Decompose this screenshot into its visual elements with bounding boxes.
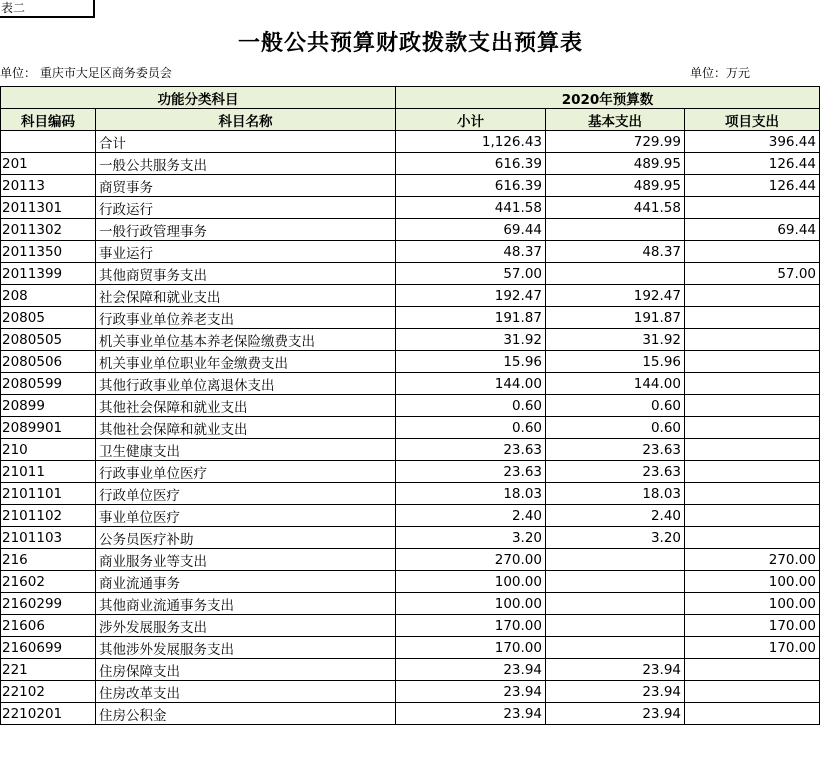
cell-code[interactable]: 201: [1, 153, 96, 175]
cell-name[interactable]: 合计: [96, 131, 396, 153]
cell-basic[interactable]: 31.92: [546, 329, 685, 351]
table-body: [1, 131, 820, 725]
cell-basic[interactable]: 729.99: [546, 131, 685, 153]
cell-basic[interactable]: 23.94: [546, 681, 685, 703]
header-project: 项目支出: [685, 109, 820, 131]
cell-project[interactable]: [685, 329, 820, 351]
cell-subtotal[interactable]: 57.00: [396, 263, 546, 285]
cell-basic[interactable]: 18.03: [546, 483, 685, 505]
cell-project[interactable]: [685, 681, 820, 703]
header-code: 科目编码: [1, 109, 96, 131]
table-row: [1, 417, 820, 439]
cell-basic[interactable]: 3.20: [546, 527, 685, 549]
cell-code[interactable]: 20805: [1, 307, 96, 329]
cell-name[interactable]: 一般行政管理事务: [96, 219, 396, 241]
header-row-columns: [1, 109, 820, 131]
cell-code[interactable]: 2101102: [1, 505, 96, 527]
cell-code[interactable]: 2011399: [1, 263, 96, 285]
header-subtotal: 小计: [396, 109, 546, 131]
header-name: 科目名称: [96, 109, 396, 131]
table-row: [1, 527, 820, 549]
table-row: [1, 285, 820, 307]
cell-subtotal[interactable]: 18.03: [396, 483, 546, 505]
cell-code[interactable]: [1, 131, 96, 153]
table-row: [1, 395, 820, 417]
table-row: [1, 241, 820, 263]
cell-basic[interactable]: [546, 263, 685, 285]
cell-subtotal[interactable]: 616.39: [396, 175, 546, 197]
cell-basic[interactable]: 0.60: [546, 417, 685, 439]
cell-subtotal[interactable]: 23.94: [396, 703, 546, 725]
cell-code[interactable]: 2080505: [1, 329, 96, 351]
cell-project[interactable]: [685, 659, 820, 681]
cell-project[interactable]: [685, 417, 820, 439]
table-row: [1, 571, 820, 593]
cell-basic[interactable]: 0.60: [546, 395, 685, 417]
cell-name[interactable]: 机关事业单位基本养老保险缴费支出: [96, 329, 396, 351]
organization-unit: 单位： 重庆市大足区商务委员会: [0, 66, 172, 80]
cell-code[interactable]: 21602: [1, 571, 96, 593]
cell-name[interactable]: 社会保障和就业支出: [96, 285, 396, 307]
sheet-tab[interactable]: 表二: [0, 0, 95, 18]
cell-subtotal[interactable]: 100.00: [396, 571, 546, 593]
cell-code[interactable]: 208: [1, 285, 96, 307]
cell-code[interactable]: 20899: [1, 395, 96, 417]
table-row: [1, 131, 820, 153]
table-row: [1, 263, 820, 285]
cell-project[interactable]: 57.00: [685, 263, 820, 285]
cell-name[interactable]: 商贸事务: [96, 175, 396, 197]
cell-name[interactable]: 住房保障支出: [96, 659, 396, 681]
cell-basic[interactable]: [546, 571, 685, 593]
cell-name[interactable]: 事业运行: [96, 241, 396, 263]
cell-subtotal[interactable]: 1,126.43: [396, 131, 546, 153]
cell-code[interactable]: 22102: [1, 681, 96, 703]
cell-basic[interactable]: 192.47: [546, 285, 685, 307]
cell-subtotal[interactable]: 270.00: [396, 549, 546, 571]
cell-subtotal[interactable]: 2.40: [396, 505, 546, 527]
table-row: [1, 175, 820, 197]
cell-project[interactable]: 170.00: [685, 615, 820, 637]
header-budget-year: 2020年预算数: [396, 87, 820, 109]
cell-name[interactable]: 住房公积金: [96, 703, 396, 725]
cell-project[interactable]: [685, 461, 820, 483]
table-row: [1, 373, 820, 395]
cell-basic[interactable]: [546, 549, 685, 571]
table-row: [1, 681, 820, 703]
table-row: [1, 703, 820, 725]
cell-project[interactable]: [685, 505, 820, 527]
cell-basic[interactable]: 2.40: [546, 505, 685, 527]
currency-unit: 单位：万元: [690, 66, 751, 80]
cell-name[interactable]: 事业单位医疗: [96, 505, 396, 527]
cell-code[interactable]: 2011302: [1, 219, 96, 241]
cell-project[interactable]: [685, 395, 820, 417]
cell-code[interactable]: 2080506: [1, 351, 96, 373]
cell-subtotal[interactable]: 170.00: [396, 615, 546, 637]
table-row: [1, 153, 820, 175]
cell-name[interactable]: 公务员医疗补助: [96, 527, 396, 549]
cell-subtotal[interactable]: 100.00: [396, 593, 546, 615]
cell-basic[interactable]: 144.00: [546, 373, 685, 395]
cell-subtotal[interactable]: 144.00: [396, 373, 546, 395]
table-row: [1, 615, 820, 637]
cell-project[interactable]: [685, 307, 820, 329]
cell-subtotal[interactable]: 31.92: [396, 329, 546, 351]
cell-project[interactable]: [685, 197, 820, 219]
cell-subtotal[interactable]: 0.60: [396, 395, 546, 417]
cell-name[interactable]: 商业服务业等支出: [96, 549, 396, 571]
cell-subtotal[interactable]: 441.58: [396, 197, 546, 219]
cell-name[interactable]: 其他涉外发展服务支出: [96, 637, 396, 659]
cell-basic[interactable]: 23.63: [546, 439, 685, 461]
cell-subtotal[interactable]: 0.60: [396, 417, 546, 439]
cell-project[interactable]: [685, 241, 820, 263]
cell-name[interactable]: 行政运行: [96, 197, 396, 219]
cell-project[interactable]: 126.44: [685, 175, 820, 197]
cell-name[interactable]: 住房改革支出: [96, 681, 396, 703]
cell-project[interactable]: [685, 373, 820, 395]
cell-basic[interactable]: 48.37: [546, 241, 685, 263]
cell-project[interactable]: 126.44: [685, 153, 820, 175]
table-row: [1, 197, 820, 219]
cell-subtotal[interactable]: 23.94: [396, 659, 546, 681]
cell-project[interactable]: 170.00: [685, 637, 820, 659]
cell-project[interactable]: [685, 483, 820, 505]
table-row: [1, 659, 820, 681]
cell-subtotal[interactable]: 23.94: [396, 681, 546, 703]
cell-code[interactable]: 2101101: [1, 483, 96, 505]
table-row: [1, 483, 820, 505]
cell-project[interactable]: 396.44: [685, 131, 820, 153]
header-basic: 基本支出: [546, 109, 685, 131]
cell-basic[interactable]: 441.58: [546, 197, 685, 219]
cell-name[interactable]: 一般公共服务支出: [96, 153, 396, 175]
cell-code[interactable]: 216: [1, 549, 96, 571]
cell-name[interactable]: 行政单位医疗: [96, 483, 396, 505]
cell-basic[interactable]: 191.87: [546, 307, 685, 329]
cell-name[interactable]: 涉外发展服务支出: [96, 615, 396, 637]
page-title: 一般公共预算财政拨款支出预算表: [237, 30, 583, 56]
cell-basic[interactable]: 23.94: [546, 703, 685, 725]
cell-project[interactable]: [685, 285, 820, 307]
cell-subtotal[interactable]: 192.47: [396, 285, 546, 307]
cell-code[interactable]: 2160699: [1, 637, 96, 659]
cell-code[interactable]: 2160299: [1, 593, 96, 615]
cell-code[interactable]: 2089901: [1, 417, 96, 439]
cell-code[interactable]: 210: [1, 439, 96, 461]
table-row: [1, 505, 820, 527]
table-row: [1, 549, 820, 571]
cell-basic[interactable]: 23.94: [546, 659, 685, 681]
cell-project[interactable]: 100.00: [685, 571, 820, 593]
cell-project[interactable]: [685, 703, 820, 725]
cell-subtotal[interactable]: 23.63: [396, 461, 546, 483]
cell-basic[interactable]: 23.63: [546, 461, 685, 483]
cell-name[interactable]: 商业流通事务: [96, 571, 396, 593]
table-row: [1, 329, 820, 351]
cell-code[interactable]: 2080599: [1, 373, 96, 395]
cell-code[interactable]: 2101103: [1, 527, 96, 549]
cell-subtotal[interactable]: 23.63: [396, 439, 546, 461]
table-row: [1, 307, 820, 329]
cell-name[interactable]: 其他社会保障和就业支出: [96, 395, 396, 417]
cell-name[interactable]: 行政事业单位养老支出: [96, 307, 396, 329]
cell-code[interactable]: 21011: [1, 461, 96, 483]
cell-subtotal[interactable]: 3.20: [396, 527, 546, 549]
cell-basic[interactable]: 489.95: [546, 175, 685, 197]
cell-code[interactable]: 21606: [1, 615, 96, 637]
table-row: [1, 439, 820, 461]
header-functional-classification: 功能分类科目: [1, 87, 396, 109]
cell-code[interactable]: 2210201: [1, 703, 96, 725]
cell-subtotal[interactable]: 170.00: [396, 637, 546, 659]
cell-name[interactable]: 其他商业流通事务支出: [96, 593, 396, 615]
table-row: [1, 637, 820, 659]
cell-name[interactable]: 其他社会保障和就业支出: [96, 417, 396, 439]
cell-name[interactable]: 其他商贸事务支出: [96, 263, 396, 285]
cell-name[interactable]: 行政事业单位医疗: [96, 461, 396, 483]
cell-project[interactable]: 100.00: [685, 593, 820, 615]
cell-subtotal[interactable]: 616.39: [396, 153, 546, 175]
cell-name[interactable]: 卫生健康支出: [96, 439, 396, 461]
cell-basic[interactable]: [546, 219, 685, 241]
cell-name[interactable]: 机关事业单位职业年金缴费支出: [96, 351, 396, 373]
budget-table: [0, 86, 820, 725]
cell-basic[interactable]: [546, 615, 685, 637]
table-row: [1, 219, 820, 241]
cell-subtotal[interactable]: 15.96: [396, 351, 546, 373]
cell-basic[interactable]: [546, 593, 685, 615]
cell-subtotal[interactable]: 191.87: [396, 307, 546, 329]
cell-basic[interactable]: 15.96: [546, 351, 685, 373]
cell-basic[interactable]: 489.95: [546, 153, 685, 175]
cell-code[interactable]: 20113: [1, 175, 96, 197]
cell-project[interactable]: [685, 351, 820, 373]
cell-subtotal[interactable]: 48.37: [396, 241, 546, 263]
table-row: [1, 593, 820, 615]
table-row: [1, 351, 820, 373]
cell-code[interactable]: 221: [1, 659, 96, 681]
cell-project[interactable]: [685, 527, 820, 549]
cell-code[interactable]: 2011350: [1, 241, 96, 263]
cell-subtotal[interactable]: 69.44: [396, 219, 546, 241]
cell-basic[interactable]: [546, 637, 685, 659]
cell-project[interactable]: [685, 439, 820, 461]
cell-code[interactable]: 2011301: [1, 197, 96, 219]
table-row: [1, 461, 820, 483]
cell-name[interactable]: 其他行政事业单位离退休支出: [96, 373, 396, 395]
cell-project[interactable]: 270.00: [685, 549, 820, 571]
cell-project[interactable]: 69.44: [685, 219, 820, 241]
header-row-groups: [1, 87, 820, 109]
